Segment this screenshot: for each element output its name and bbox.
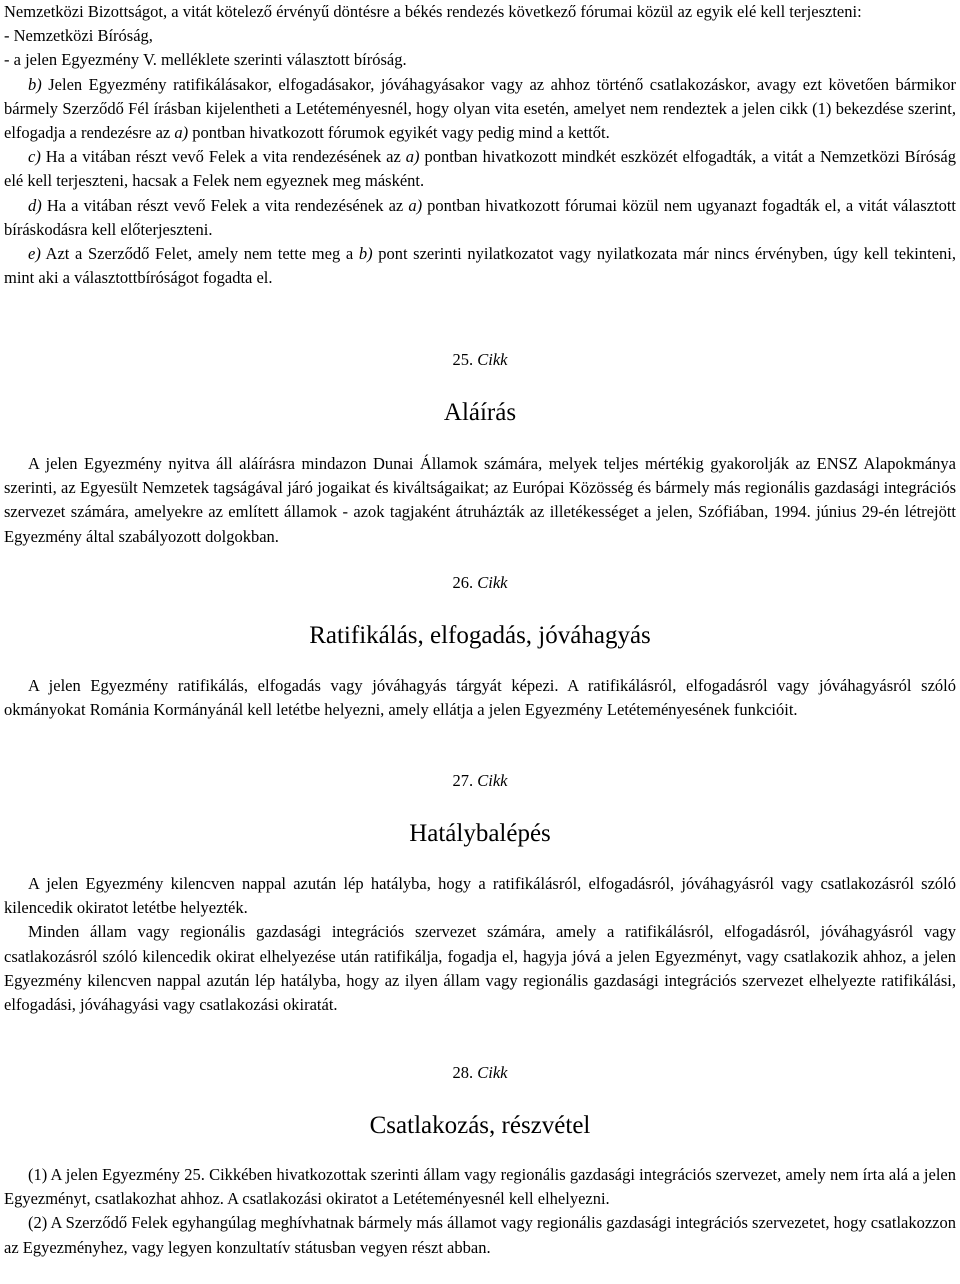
paragraph-e-text: Azt a Szerződő Felet, amely nem tette meg a <box>40 244 359 264</box>
article-28-body <box>4 1163 956 1260</box>
paragraph-e-text-end: pont szerinti nyilatkozatot vagy nyilatkozata már nincs érvényben, úgy kell tekinteni, mint aki a választottbíróságot fogadta el. <box>4 244 956 288</box>
paragraph-b-text-end: pontban hivatkozott fórumok egyikét vagy pedig mind a kettőt. <box>188 123 610 143</box>
article-number-word: Cikk <box>473 573 508 592</box>
article-title: Ratifikálás, elfogadás, jóváhagyás <box>309 622 651 649</box>
article-number-value: 26. <box>452 573 474 592</box>
paragraph-d-text-end: pontban hivatkozott fórumai közül nem ugyanazt fogadták el, a vitát választott bíráskodásra kell előterjeszteni. <box>4 195 956 239</box>
article-26 <box>4 571 956 595</box>
paragraph: (1) A jelen Egyezmény 25. Cikkében hivatkozottak szerinti állam vagy regionális gazdasági integrációs szervezet, amely nem írta alá a jelen Egyezményt, csatlakozhat ahhoz. A csatlakozási okiratot a Letéteményesnél kell elhelyezni. <box>4 1165 956 1209</box>
article-number <box>4 348 956 372</box>
paragraph-intro <box>4 0 956 24</box>
point-reference: a) <box>408 195 423 215</box>
article-25 <box>4 348 956 372</box>
article-title: Csatlakozás, részvétel <box>369 1112 591 1139</box>
point-reference: a) <box>405 147 420 167</box>
article-number <box>4 1061 956 1085</box>
article-24-continuation <box>4 0 956 290</box>
article-number <box>4 571 956 595</box>
paragraph-b <box>4 73 956 146</box>
list-item-arbitral-tribunal <box>4 48 956 72</box>
article-number-word: Cikk <box>473 350 508 369</box>
paragraph-intro-text: Nemzetközi Bizottságot, a vitát kötelező érvényű döntésre a békés rendezés következő fórumai közül az egyik elé kell terjeszteni: <box>4 2 862 21</box>
point-marker-d: d) <box>28 195 42 215</box>
point-reference: b) <box>358 244 373 264</box>
point-reference: a) <box>174 123 189 143</box>
list-item-text: - Nemzetközi Bíróság, <box>4 26 153 46</box>
paragraph-d-text: Ha a vitában részt vevő Felek a vita rendezésének az <box>41 195 409 215</box>
article-26-body <box>4 674 956 722</box>
paragraph: A jelen Egyezmény ratifikálás, elfogadás vagy jóváhagyás tárgyát képezi. A ratifikálásról, elfogadásról vagy jóváhagyásról szóló okmányokat Románia Kormányánál kell letétbe helyezni, amely ellátja a jelen Egyezmény Letéteményesének funkcióit. <box>4 676 956 720</box>
paragraph-c-text-end: pontban hivatkozott mindkét eszközét elfogadták, a vitát a Nemzetközi Bíróság elé kell terjeszteni, hacsak a Felek nem egyeznek meg másként. <box>4 147 956 191</box>
article-number-word: Cikk <box>473 771 508 790</box>
article-title: Hatálybalépés <box>409 820 551 847</box>
article-number-value: 25. <box>452 350 474 369</box>
paragraph-c-text: Ha a vitában részt vevő Felek a vita rendezésének az <box>40 147 406 167</box>
paragraph: Minden állam vagy regionális gazdasági integrációs szervezet számára, amely a ratifikálásról, elfogadásról, jóváhagyásról vagy csatlakozásról szóló kilencedik okirat elhelyezése után ratifikálja, fogadja el, hagyja jóvá a jelen Egyezményt, vagy csatlakozik ahhoz, a jelen Egyezmény kilencven nappal azután lép hatályba, hogy az ilyen állam vagy regionális gazdasági integrációs szervezet elhelyezte ratifikálási, elfogadási, jóváhagyási vagy csatlakozási okiratát. <box>4 922 956 1015</box>
point-marker-c: c) <box>28 147 41 167</box>
paragraph-e <box>4 242 956 290</box>
article-26-title-block <box>4 621 956 651</box>
article-27 <box>4 769 956 793</box>
paragraph: A jelen Egyezmény kilencven nappal azután lép hatályba, hogy a ratifikálásról, elfogadásról, jóváhagyásról vagy csatlakozásról szóló kilencedik okiratot letétbe helyezték. <box>4 874 956 918</box>
article-number-value: 27. <box>452 771 474 790</box>
paragraph: (2) A Szerződő Felek egyhangúlag meghívhatnak bármely más államot vagy regionális gazdasági integrációs szervezetet, hogy csatlakozzon az Egyezményhez, vagy legyen konzultatív státusban vegyen részt abban. <box>4 1213 956 1257</box>
article-number <box>4 769 956 793</box>
point-marker-e: e) <box>28 244 41 264</box>
paragraph: A jelen Egyezmény nyitva áll aláírásra mindazon Dunai Államok számára, melyek teljes mértékig gyakorolják az ENSZ Alapokmánya szerinti, az Egyesült Nemzetek tagságával járó jogaikat és kiváltságaikat; az Európai Közösség és bármely más regionális gazdasági integrációs szervezet számára, amelyekre az említett államok - azok tagjaként átruházták az illetékességet a jelen, Szófiában, 1994. június 29-én létrejött Egyezmény által szabályozott dolgokban. <box>4 454 956 546</box>
paragraph-b-text: Jelen Egyezmény ratifikálásakor, elfogadásakor, jóváhagyásakor vagy az ahhoz történő csatlakozáskor, avagy ezt követően bármikor bármely Szerződő Fél írásban kijelentheti a Letéteményesnél, hogy olyan vita esetén, amelyet nem rendeztek a jelen cikk (1) bekezdése szerint, elfogadja a rendezésre az <box>4 74 956 143</box>
point-marker-b: b) <box>28 74 42 94</box>
article-25-title-block <box>4 398 956 428</box>
list-item-text: - a jelen Egyezmény V. melléklete szerinti választott bíróság. <box>4 50 407 70</box>
article-title: Aláírás <box>443 399 517 426</box>
article-25-body <box>4 452 956 549</box>
paragraph-c <box>4 145 956 193</box>
article-28-title-block <box>4 1111 956 1141</box>
article-27-title-block <box>4 819 956 849</box>
article-number-word: Cikk <box>473 1063 508 1082</box>
article-27-body <box>4 872 956 1017</box>
paragraph-d <box>4 194 956 242</box>
article-28 <box>4 1061 956 1085</box>
article-number-value: 28. <box>452 1063 474 1082</box>
list-item-international-court <box>4 24 956 48</box>
